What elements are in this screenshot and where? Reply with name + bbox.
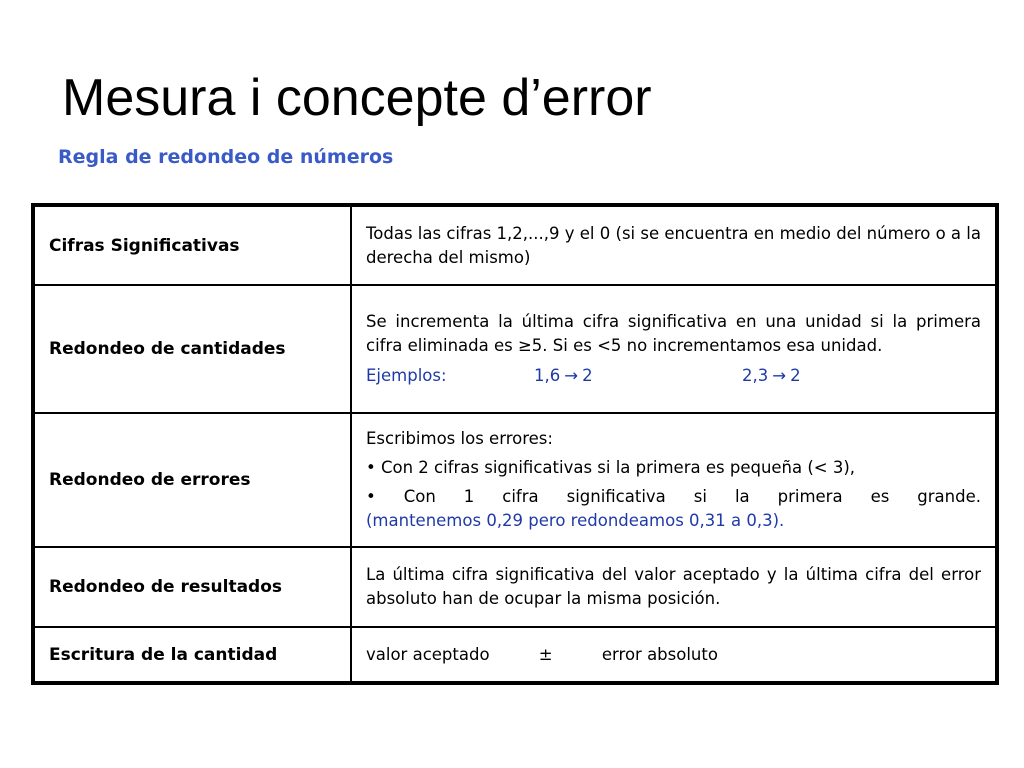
desc-bullet: • Con 1 cifra significativa si la primera es grande.: [366, 487, 981, 506]
example-2-from: 2,3: [742, 366, 769, 385]
row-desc-redondeo-cantidades: [351, 285, 997, 413]
examples-line: [366, 364, 981, 388]
example-1-to: 2: [582, 366, 593, 385]
arrow-icon: →: [772, 366, 787, 385]
row-label-redondeo-cantidades: Redondeo de cantidades: [33, 285, 351, 413]
slide-title: Mesura i concepte d’error: [62, 69, 652, 127]
row-label-redondeo-errores: Redondeo de errores: [33, 413, 351, 547]
table-subtitle: Regla de redondeo de números: [58, 146, 394, 168]
arrow-icon: →: [564, 366, 579, 385]
desc-text: Todas las cifras 1,2,...,9 y el 0 (si se encuentra en medio del número o a la derecha del mismo): [366, 223, 981, 267]
row-label-cifras-significativas: Cifras Significativas: [33, 205, 351, 285]
desc-text: La última cifra significativa del valor aceptado y la última cifra del error absoluto han de ocupar la misma posición.: [366, 565, 981, 608]
plus-minus-symbol: ±: [538, 644, 553, 664]
example-1-from: 1,6: [534, 366, 561, 385]
row-desc-redondeo-resultados: [351, 547, 997, 627]
row-label-redondeo-resultados: Redondeo de resultados: [33, 547, 351, 627]
row-desc-redondeo-errores: [351, 413, 997, 547]
row-desc-escritura-cantidad: [351, 627, 997, 683]
table-row: [33, 285, 997, 413]
desc-note: (mantenemos 0,29 pero redondeamos 0,31 a 0,3).: [366, 511, 785, 530]
example-2-to: 2: [790, 366, 801, 385]
desc-line: Escribimos los errores:: [366, 429, 553, 448]
row-label-escritura-cantidad: Escritura de la cantidad: [33, 627, 351, 683]
row-desc-cifras-significativas: [351, 205, 997, 285]
desc-text: Se incrementa la última cifra significativa en una unidad si la primera cifra eliminada es ≥5. Si es <5 no incrementamos esa unidad.: [366, 312, 981, 355]
table-row: [33, 547, 997, 627]
rounding-rules-table: [31, 203, 999, 685]
examples-label: Ejemplos:: [366, 366, 447, 385]
desc-bullet: • Con 2 cifras significativas si la primera es pequeña (< 3),: [366, 458, 856, 477]
valor-aceptado-text: valor aceptado: [366, 644, 490, 664]
table-row: [33, 627, 997, 683]
table-row: [33, 413, 997, 547]
error-absoluto-text: error absoluto: [601, 644, 718, 664]
example-1: [534, 364, 742, 388]
table-row: [33, 205, 997, 285]
example-2: [742, 364, 801, 388]
